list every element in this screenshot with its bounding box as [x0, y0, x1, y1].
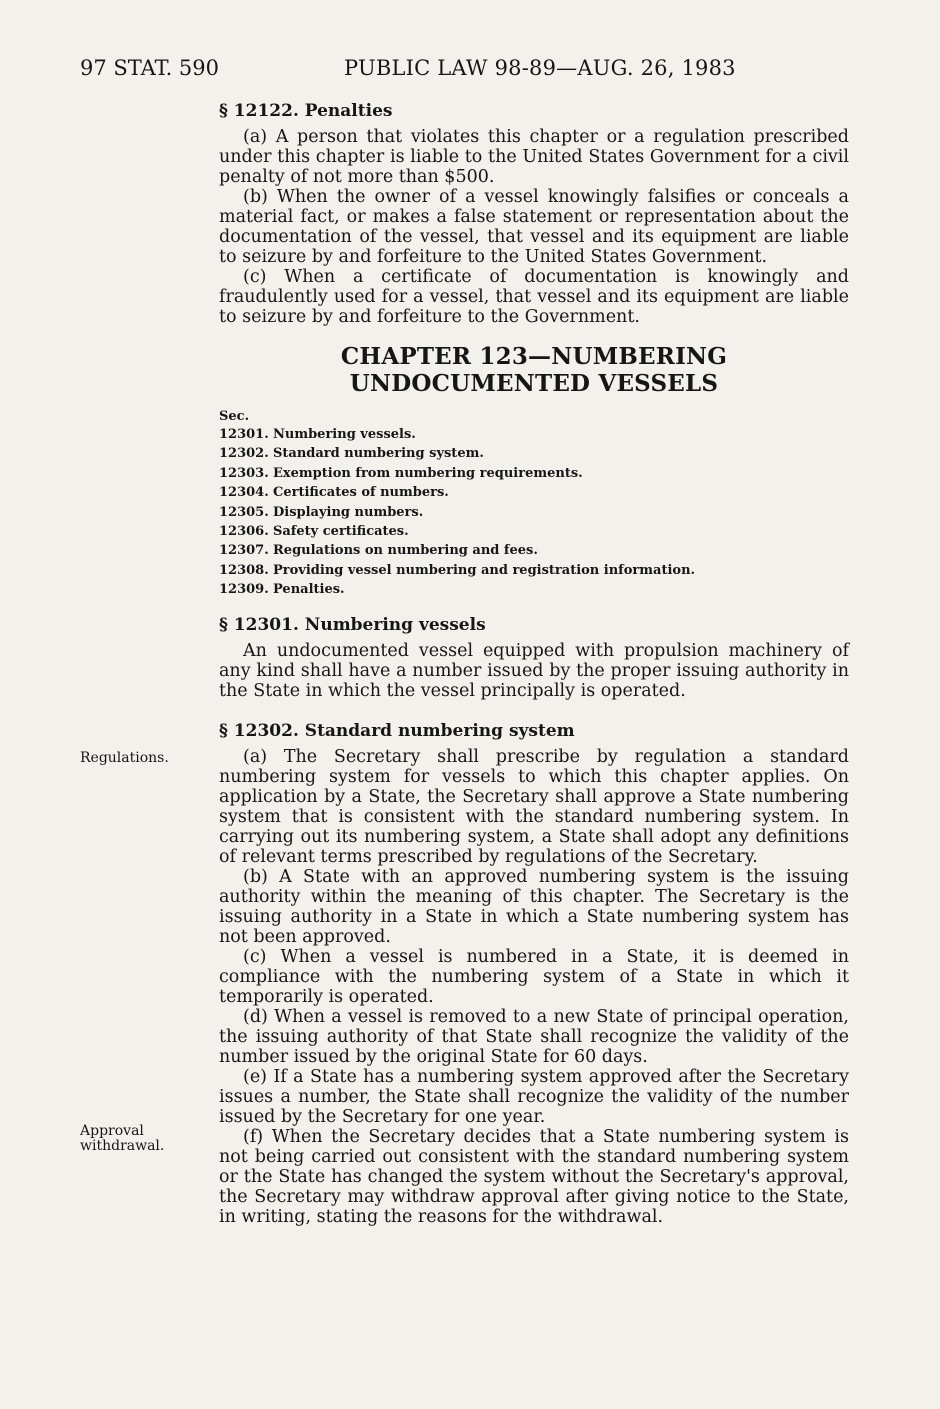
toc-item [219, 425, 849, 444]
paragraph-12302-c: (c) When a vessel is numbered in a State, it is deemed in compliance with the numbering system of a State in which it temporarily is operated. [219, 946, 849, 1007]
paragraph-12302-d: (d) When a vessel is removed to a new State of principal operation, the issuing authority of that State shall recognize the validity of the number issued by the original State for 60 days. [219, 1006, 849, 1067]
paragraph-12122-b: (b) When the owner of a vessel knowingly falsifies or conceals a material fact, or makes a false statement or representation about the documentation of the vessel, that vessel and its equipment are liable to seizure by and forfeiture to the United States Government. [219, 187, 849, 267]
toc-sec-label: Sec. [219, 409, 250, 424]
toc-number: 12302. [219, 446, 269, 462]
paragraph-12302-f: (f) When the Secretary decides that a State numbering system is not being carried out consistent with the standard numbering system or the State has changed the system without the Secretary's approval, the Secretary may withdraw approval after giving notice to the State, in writing, stating the reasons for the withdrawal. [219, 1126, 849, 1227]
margin-note-approval-withdrawal: Approval withdrawal. [80, 1123, 165, 1154]
toc-title: Numbering vessels. [273, 427, 416, 442]
paragraph-12122-a: (a) A person that violates this chapter or a regulation prescribed under this chapter is liable to the United States Government for a civil penalty of not more than $500. [219, 127, 849, 187]
section-heading-12122: § 12122. Penalties [219, 101, 393, 121]
chapter-title: CHAPTER 123—NUMBERING UNDOCUMENTED VESSELS [340, 343, 728, 397]
toc-number: 12303. [219, 465, 269, 481]
toc-title: Certificates of numbers. [273, 485, 449, 501]
statute-page-number: 97 STAT. 590 [80, 56, 220, 80]
toc-number: 12308. [219, 562, 269, 578]
toc-item [219, 580, 849, 599]
toc-number: 12306. [219, 524, 269, 540]
toc-number: 12301. [219, 427, 269, 442]
paragraph-12122-c: (c) When a certificate of documentation is knowingly and fraudulently used for a vessel, that vessel and its equipment are liable to seizure by and forfeiture to the Government. [219, 267, 849, 327]
toc-number: 12307. [219, 543, 269, 559]
table-of-sections [219, 425, 849, 600]
section-heading-12301: § 12301. Numbering vessels [219, 614, 486, 635]
main-text [219, 101, 849, 1227]
toc-title: Regulations on numbering and fees. [273, 543, 538, 559]
toc-title: Standard numbering system. [273, 446, 484, 462]
toc-number: 12309. [219, 582, 269, 598]
paragraph-12302-e: (e) If a State has a numbering system approved after the Secretary issues a number, the State shall recognize the validity of the number issued by the Secretary for one year. [219, 1066, 849, 1127]
paragraph-12302-b: (b) A State with an approved numbering system is the issuing authority within the meaning of this chapter. The Secretary is the issuing authority in a State in which a State numbering system has not been approved. [219, 866, 849, 947]
toc-title: Displaying numbers. [273, 504, 424, 520]
toc-item [219, 541, 849, 560]
toc-title: Providing vessel numbering and registration information. [273, 562, 696, 578]
paragraph-12301: An undocumented vessel equipped with propulsion machinery of any kind shall have a number issued by the proper issuing authority in the State in which the vessel principally is operated. [219, 640, 849, 701]
toc-number: 12304. [219, 485, 269, 501]
toc-title: Penalties. [273, 582, 345, 598]
toc-item [219, 561, 849, 580]
public-law-header: PUBLIC LAW 98-89—AUG. 26, 1983 [344, 56, 736, 80]
toc-item [219, 483, 849, 502]
paragraph-12302-a: (a) The Secretary shall prescribe by regulation a standard numbering system for vessels to which this chapter applies. On application by a State, the Secretary shall approve a State numbering system that is consistent with the standard numbering system. In carrying out its numbering system, a State shall adopt any definitions of relevant terms prescribed by regulations of the Secretary. [219, 746, 849, 867]
toc-title: Exemption from numbering requirements. [273, 465, 583, 481]
toc-item [219, 464, 849, 483]
toc-title: Safety certificates. [273, 524, 409, 540]
toc-number: 12305. [219, 504, 269, 520]
section-heading-12302: § 12302. Standard numbering system [219, 720, 575, 741]
margin-note-regulations: Regulations. [80, 750, 169, 766]
toc-item [219, 444, 849, 463]
toc-item [219, 522, 849, 541]
toc-item [219, 503, 849, 522]
